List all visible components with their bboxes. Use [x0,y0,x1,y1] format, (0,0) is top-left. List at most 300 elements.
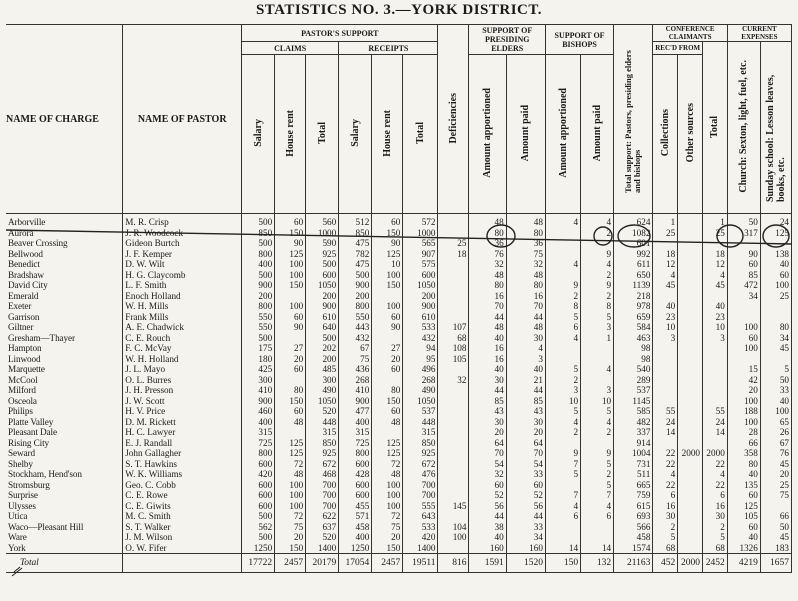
bishops-paid [581,532,614,543]
receipts-salary: 600 [339,459,372,470]
receipts-salary: 800 [339,448,372,459]
pe-apportioned: 76 [469,249,506,260]
church-expense: 90 [727,249,760,260]
other-sources [678,214,703,228]
bishops-paid: 5 [581,480,614,491]
sunday-school [760,501,791,512]
pastor-name: S. T. Hawkins [123,459,242,470]
total-support: 624 [614,214,653,228]
total-support: 650 [614,270,653,281]
charge-name: Platte Valley [8,416,54,427]
receipts-salary: 477 [339,406,372,417]
sunday-school: 60 [760,270,791,281]
pastor-name: J. F. Kemper [123,249,242,260]
bishops-paid: 5 [581,459,614,470]
receipts-total: 565 [403,238,438,249]
deficiencies [438,291,469,302]
charge-name: York [8,542,26,553]
deficiencies [438,228,469,239]
church-expense: 50 [727,214,760,228]
claims-house-rent: 60 [275,364,306,375]
header-church-expense: Church: Sexton, light, fuel, etc. [727,42,760,214]
total-support: 218 [614,291,653,302]
pe-apportioned: 44 [469,511,506,522]
church-expense: 125 [727,501,760,512]
other-sources [678,427,703,438]
bishops-apportioned: 14 [545,543,580,554]
header-receipts-house-rent: House rent [372,55,403,214]
bishops-paid: 4 [581,417,614,428]
deficiencies [438,280,469,291]
claims-total: 622 [306,511,339,522]
charge-name: Arborville [8,217,46,227]
church-expense: 60 [727,333,760,344]
bishops-paid: 7 [581,490,614,501]
claims-house-rent: 90 [275,322,306,333]
bishops-paid: 3 [581,322,614,333]
claims-total: 20179 [306,554,339,573]
sunday-school: 5 [760,364,791,375]
claims-house-rent: 100 [275,480,306,491]
pe-apportioned: 56 [469,501,506,512]
receipts-house-rent [372,291,403,302]
pastor-name: L. F. Smith [123,280,242,291]
collections: 18 [653,249,678,260]
other-sources [678,301,703,312]
pe-paid: 40 [506,364,545,375]
total-support: 693 [614,511,653,522]
receipts-salary: 512 [339,214,372,228]
collections: 452 [653,554,678,573]
cc-total [703,438,728,449]
bishops-apportioned: 9 [545,448,580,459]
other-sources [678,490,703,501]
bishops-apportioned [545,228,580,239]
deficiencies [438,259,469,270]
bishops-paid: 4 [581,501,614,512]
header-receipts: RECEIPTS [339,42,438,55]
header-pastors-support: PASTOR'S SUPPORT [242,25,438,42]
claims-total: 1050 [306,280,339,291]
header-bishops-paid: Amount paid [581,55,614,214]
claims-salary: 460 [242,406,275,417]
bishops-paid: 132 [581,554,614,573]
church-expense: 358 [727,448,760,459]
collections: 45 [653,280,678,291]
claims-total: 637 [306,522,339,533]
deficiencies: 816 [438,554,469,573]
receipts-house-rent: 125 [372,438,403,449]
claims-total: 590 [306,238,339,249]
claims-total: 925 [306,448,339,459]
receipts-salary: 900 [339,280,372,291]
receipts-house-rent [372,375,403,386]
table-row [6,364,792,375]
receipts-total: 672 [403,459,438,470]
claims-salary: 175 [242,343,275,354]
claims-salary: 500 [242,270,275,281]
pe-apportioned: 80 [469,228,506,239]
cc-total: 16 [703,501,728,512]
collections [653,438,678,449]
cc-total [703,238,728,249]
claims-total: 200 [306,291,339,302]
pe-apportioned: 32 [469,259,506,270]
claims-house-rent: 125 [275,438,306,449]
church-expense: 80 [727,459,760,470]
total-support: 540 [614,364,653,375]
other-sources [678,343,703,354]
total-support: 463 [614,333,653,344]
church-expense: 4219 [727,554,760,573]
pastor-name: O. L. Burres [123,375,242,386]
cc-total: 4 [703,469,728,480]
bishops-paid: 10 [581,396,614,407]
pe-apportioned: 44 [469,312,506,323]
pe-paid: 85 [506,396,545,407]
cc-total: 68 [703,543,728,554]
collections: 5 [653,532,678,543]
collections [653,238,678,249]
table-row [6,532,792,543]
table-row [6,238,792,249]
charge-name: Giltner [8,322,34,332]
sunday-school: 45 [760,459,791,470]
bishops-apportioned [545,438,580,449]
receipts-total: 537 [403,406,438,417]
claims-salary: 550 [242,322,275,333]
pe-paid: 80 [506,280,545,291]
collections: 4 [653,469,678,480]
header-cc-total: Total [703,42,728,214]
collections: 30 [653,511,678,522]
pe-apportioned: 54 [469,459,506,470]
sunday-school: 45 [760,532,791,543]
other-sources [678,259,703,270]
bishops-paid: 9 [581,280,614,291]
receipts-house-rent: 48 [372,417,403,428]
bishops-apportioned: 7 [545,490,580,501]
table-row [6,427,792,438]
pastor-name: D. M. Rickett [123,417,242,428]
receipts-salary: 571 [339,511,372,522]
pastor-name: F. C. McVay [123,343,242,354]
cc-total: 2452 [703,554,728,573]
claims-total: 300 [306,375,339,386]
cc-total: 22 [703,459,728,470]
header-receipts-total: Total [403,55,438,214]
claims-house-rent: 150 [275,280,306,291]
receipts-total: 200 [403,291,438,302]
table-row [6,501,792,512]
header-current-expenses: CURRENT EXPENSES [727,25,791,42]
claims-total: 600 [306,270,339,281]
bishops-paid: 9 [581,249,614,260]
sunday-school: 25 [760,480,791,491]
total-support: 289 [614,375,653,386]
receipts-total: 1400 [403,543,438,554]
church-expense [727,238,760,249]
charge-name: Aurora [8,227,34,238]
receipts-total: 448 [403,417,438,428]
pe-paid: 36 [506,238,545,249]
other-sources [678,480,703,491]
statistics-table [6,24,792,573]
charge-name: Seward [8,448,35,458]
deficiencies: 107 [438,322,469,333]
church-expense: 135 [727,480,760,491]
deficiencies [438,312,469,323]
receipts-salary: 725 [339,438,372,449]
pe-paid: 56 [506,501,545,512]
table-row [6,333,792,344]
claims-house-rent: 100 [275,259,306,270]
collections: 55 [653,406,678,417]
claims-salary: 600 [242,480,275,491]
other-sources [678,385,703,396]
church-expense: 100 [727,343,760,354]
pastor-name: Enoch Holland [123,291,242,302]
cc-total: 23 [703,312,728,323]
receipts-total: 432 [403,333,438,344]
claims-total: 925 [306,249,339,260]
cc-total: 24 [703,417,728,428]
header-other-sources: Other sources [678,55,703,214]
receipts-house-rent: 72 [372,459,403,470]
cc-total: 10 [703,322,728,333]
pe-paid: 30 [506,333,545,344]
total-support: 1082 [614,228,653,239]
total-support: 1004 [614,448,653,459]
cc-total: 3 [703,333,728,344]
claims-salary: 500 [242,333,275,344]
church-expense: 105 [727,511,760,522]
total-support: 585 [614,406,653,417]
pe-apportioned: 48 [469,214,506,228]
collections: 40 [653,301,678,312]
receipts-salary: 900 [339,396,372,407]
claims-salary: 850 [242,228,275,239]
cc-total [703,364,728,375]
pe-paid: 1520 [506,554,545,573]
charge-name: Utica [8,511,28,521]
pastor-name: C. E. Giwits [123,501,242,512]
claims-total: 490 [306,385,339,396]
claims-salary: 600 [242,459,275,470]
header-support-bishops: SUPPORT OF BISHOPS [545,25,613,55]
claims-salary: 800 [242,249,275,260]
deficiencies: 104 [438,522,469,533]
pe-apportioned: 38 [469,522,506,533]
header-recd-from: REC'D FROM [653,42,703,55]
pe-apportioned: 48 [469,270,506,281]
deficiencies: 32 [438,375,469,386]
bishops-paid [581,438,614,449]
bishops-apportioned: 5 [545,312,580,323]
church-expense: 60 [727,522,760,533]
collections [653,385,678,396]
claims-house-rent: 100 [275,501,306,512]
claims-house-rent: 2457 [275,554,306,573]
deficiencies [438,396,469,407]
charge-name: Surprise [8,490,38,500]
table-row [6,291,792,302]
church-expense: 15 [727,364,760,375]
church-expense: 100 [727,322,760,333]
claims-salary: 800 [242,448,275,459]
pe-paid: 160 [506,543,545,554]
other-sources [678,249,703,260]
header-pe-paid: Amount paid [506,55,545,214]
sunday-school: 34 [760,333,791,344]
receipts-total: 1000 [403,228,438,239]
bishops-apportioned [545,354,580,365]
receipts-total: 643 [403,511,438,522]
cc-total: 6 [703,490,728,501]
pe-apportioned: 60 [469,480,506,491]
receipts-house-rent [372,333,403,344]
pe-paid: 16 [506,291,545,302]
receipts-total: 315 [403,427,438,438]
cc-total: 12 [703,259,728,270]
claims-salary: 420 [242,469,275,480]
pe-paid: 34 [506,532,545,543]
claims-total: 1000 [306,228,339,239]
total-support: 601 [614,238,653,249]
header-total-support: Total support: Pastors, presiding elders and bishops [614,25,653,214]
header-claims-house-rent: House rent [275,55,306,214]
table-row [6,249,792,260]
collections [653,396,678,407]
receipts-total: 19511 [403,554,438,573]
church-expense: 20 [727,385,760,396]
pe-paid: 60 [506,480,545,491]
bishops-paid: 6 [581,511,614,522]
claims-salary: 500 [242,511,275,522]
deficiencies: 68 [438,333,469,344]
receipts-salary: 67 [339,343,372,354]
collections: 14 [653,427,678,438]
cc-total: 30 [703,511,728,522]
charge-name: Ware [8,532,27,542]
bishops-apportioned: 6 [545,511,580,522]
header-receipts-salary: Salary [339,55,372,214]
church-expense: 40 [727,469,760,480]
pastor-name: Frank Mills [123,312,242,323]
church-expense: 100 [727,396,760,407]
receipts-salary: 75 [339,354,372,365]
receipts-house-rent: 150 [372,396,403,407]
claims-salary: 550 [242,312,275,323]
collections: 10 [653,322,678,333]
receipts-salary: 410 [339,385,372,396]
charge-name: Benedict [8,259,40,269]
claims-total: 672 [306,459,339,470]
receipts-house-rent: 20 [372,532,403,543]
deficiencies: 18 [438,249,469,260]
header-support-presiding-elders: SUPPORT OF PRESIDING ELDERS [469,25,545,55]
other-sources [678,375,703,386]
claims-salary: 410 [242,385,275,396]
charge-name: Ulysses [8,500,36,511]
claims-house-rent: 80 [275,385,306,396]
pe-apportioned: 36 [469,238,506,249]
receipts-salary: 800 [339,301,372,312]
bishops-paid [581,238,614,249]
pe-apportioned: 40 [469,333,506,344]
pe-paid: 48 [506,322,545,333]
claims-house-rent: 27 [275,343,306,354]
other-sources [678,459,703,470]
charge-name: David City [8,280,48,290]
cc-total [703,291,728,302]
header-deficiencies: Deficiencies [438,25,469,214]
table-row [6,375,792,386]
table-row [6,396,792,407]
receipts-salary: 400 [339,532,372,543]
claims-salary: 725 [242,438,275,449]
claims-house-rent: 150 [275,396,306,407]
receipts-total: 95 [403,354,438,365]
receipts-house-rent: 60 [372,312,403,323]
claims-total: 1400 [306,543,339,554]
receipts-salary: 600 [339,480,372,491]
pe-apportioned: 16 [469,291,506,302]
pastor-name: J. W. Scott [123,396,242,407]
sunday-school: 65 [760,417,791,428]
sunday-school: 40 [760,259,791,270]
receipts-house-rent: 60 [372,214,403,228]
header-conference-claimants: CONFERENCE CLAIMANTS [653,25,727,42]
pe-apportioned: 52 [469,490,506,501]
header-claims-salary: Salary [242,55,275,214]
pe-apportioned: 160 [469,543,506,554]
bishops-apportioned: 4 [545,259,580,270]
receipts-house-rent: 72 [372,511,403,522]
total-support: 482 [614,417,653,428]
pe-apportioned: 30 [469,375,506,386]
bishops-paid: 14 [581,543,614,554]
collections: 16 [653,501,678,512]
receipts-total: 572 [403,214,438,228]
bishops-paid: 5 [581,406,614,417]
pe-apportioned: 40 [469,364,506,375]
other-sources [678,312,703,323]
sunday-school [760,354,791,365]
pe-apportioned: 48 [469,322,506,333]
church-expense: 60 [727,259,760,270]
pe-apportioned: 32 [469,469,506,480]
pe-paid: 80 [506,228,545,239]
charge-name: Stromsburg [8,479,50,490]
deficiencies: 108 [438,343,469,354]
sunday-school: 45 [760,343,791,354]
pastor-name: H. C. Lawyer [123,427,242,438]
claims-total: 560 [306,214,339,228]
pe-paid: 44 [506,511,545,522]
collections [653,364,678,375]
claims-total: 468 [306,469,339,480]
claims-house-rent: 125 [275,249,306,260]
total-support: 21163 [614,554,653,573]
receipts-total: 533 [403,322,438,333]
deficiencies [438,417,469,428]
claims-total: 315 [306,427,339,438]
claims-salary: 500 [242,238,275,249]
deficiencies [438,385,469,396]
church-expense [727,312,760,323]
pe-paid: 64 [506,438,545,449]
